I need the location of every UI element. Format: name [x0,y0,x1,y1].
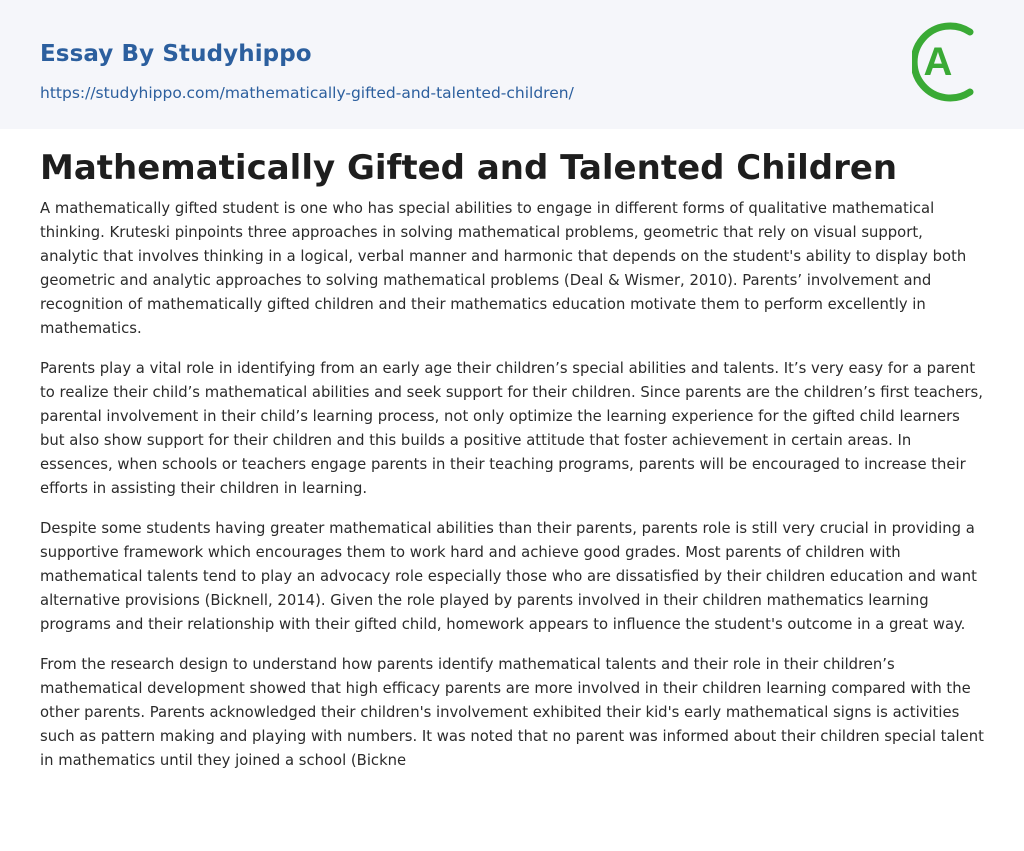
article-paragraph-4: From the research design to understand how parents identify mathematical talents and their role in their children’s mathematical development showed that high efficacy parents are more involved in their children learning compared with the other parents. Parents acknowledged their children's involvement exhibited their kid's early mathematical signs is activities such as pattern making and playing with numbers. It was noted that no parent was informed about their children special talent in mathematics until they joined a school (Bickne [40,656,984,769]
article-title: Mathematically Gifted and Talented Children [40,148,898,188]
article-paragraph-3: Despite some students having greater mathematical abilities than their parents, parents role is still very crucial in providing a supportive framework which encourages them to work hard and achieve good grades. Most parents of children with mathematical talents tend to play an advocacy role especially those who are dissatisfied by their children education and want alternative provisions (Bicknell, 2014). Given the role played by parents involved in their children mathematics learning programs and their relationship with their gifted child, homework appears to influence the student's outcome in a great way. [40,520,977,633]
essay-url-link[interactable]: https://studyhippo.com/mathematically-gifted-and-talented-children/ [40,84,574,102]
site-brand[interactable]: Essay By Studyhippo [40,41,312,67]
article-body [0,129,1024,773]
studyhippo-logo-icon[interactable] [912,19,986,105]
page-header [0,0,1024,129]
article-paragraph-1: A mathematically gifted student is one who has special abilities to engage in different forms of qualitative mathematical thinking. Kruteski pinpoints three approaches in solving mathematical problems, geometric that rely on visual support, analytic that involves thinking in a logical, verbal manner and harmonic that depends on the student's ability to display both geometric and analytic approaches to solving mathematical problems (Deal & Wismer, 2010). Parents’ involvement and recognition of mathematically gifted children and their mathematics education motivate them to perform excellently in mathematics. [40,200,967,337]
article-paragraph-2: Parents play a vital role in identifying from an early age their children’s special abilities and talents. It’s very easy for a parent to realize their child’s mathematical abilities and seek support for their children. Since parents are the children’s first teachers, parental involvement in their child’s learning process, not only optimize the learning experience for the gifted child learners but also show support for their children and this builds a positive attitude that foster achievement in certain areas. In essences, when schools or teachers engage parents in their teaching programs, parents will be encouraged to increase their efforts in assisting their children in learning. [40,360,983,497]
svg-text:A: A [923,40,953,84]
